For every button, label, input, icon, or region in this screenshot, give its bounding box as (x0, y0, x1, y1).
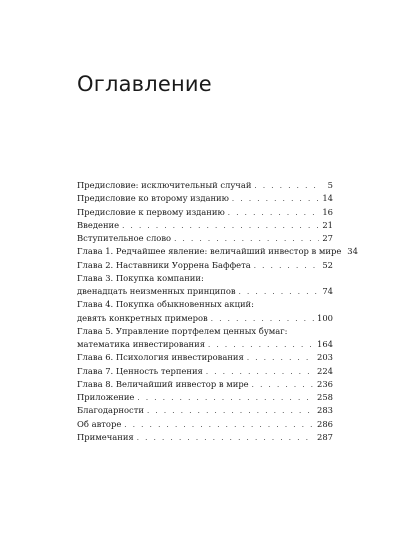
toc-entry-title: Глава 2. Наставники Уоррена Баффета (77, 259, 251, 270)
dot-leader (254, 260, 320, 273)
toc-entry-title: Предисловие ко второму изданию (77, 193, 229, 204)
toc-entry (77, 298, 333, 325)
toc-entry-line (77, 206, 333, 220)
toc-entry-line (77, 391, 333, 405)
dot-leader (174, 233, 319, 246)
toc-entry-line (77, 378, 333, 392)
toc-entry-title: Об авторе (77, 418, 122, 429)
dot-leader (206, 366, 314, 379)
toc-page-number: 100 (317, 312, 333, 323)
toc-entry (77, 245, 358, 258)
dot-leader (254, 180, 320, 193)
toc-entry-line (77, 219, 333, 233)
toc-entry-line (77, 325, 333, 338)
toc-entry-title: Благодарности (77, 405, 144, 416)
toc-entry (77, 431, 333, 444)
toc-entry-title: Глава 3. Покупка компании: (77, 272, 204, 283)
toc-entry-line (77, 272, 333, 285)
toc-entry (77, 272, 333, 299)
dot-leader (147, 405, 314, 418)
toc-title: Оглавление (77, 72, 212, 96)
toc-entry-line (77, 418, 333, 432)
toc-page-number: 236 (317, 378, 333, 389)
toc-entry-line (77, 179, 333, 193)
toc-entry-line (77, 232, 333, 246)
dot-leader (252, 379, 314, 392)
toc-page-number: 74 (322, 286, 333, 296)
toc-entry-line (77, 245, 358, 259)
toc-entry (77, 206, 333, 219)
toc-entry (77, 378, 333, 391)
toc-page-number: 34 (347, 246, 358, 257)
toc-entry-line (77, 285, 333, 299)
toc-entry-line (77, 192, 333, 206)
toc-entry-line (77, 298, 333, 311)
toc-page-number: 286 (317, 418, 333, 429)
toc-page-number: 21 (322, 219, 333, 230)
toc-page-number: 283 (317, 405, 333, 416)
toc-page-number: 164 (317, 339, 333, 349)
toc-page-number: 258 (317, 392, 333, 402)
toc-entry (77, 404, 333, 417)
toc-entry (77, 351, 333, 364)
toc-page-number: 16 (322, 206, 333, 217)
toc-entry-title: девять конкретных примеров (77, 312, 208, 323)
toc-page-number: 287 (317, 431, 333, 442)
dot-leader (124, 419, 314, 432)
toc-entry-line (77, 259, 333, 273)
toc-entry-title: Глава 1. Редчайшее явление: величайший инвестор в мире (77, 246, 342, 257)
dot-leader (137, 392, 314, 405)
toc-entry (77, 365, 333, 378)
toc-entry-title: Глава 5. Управление портфелем ценных бумаг: (77, 325, 288, 336)
toc-entry-title: Глава 6. Психология инвестирования (77, 352, 244, 363)
toc-entry (77, 219, 333, 232)
toc-entry-line (77, 312, 333, 326)
toc-entry (77, 418, 333, 431)
toc-entry-title: Глава 7. Ценность терпения (77, 365, 203, 376)
dot-leader (137, 432, 314, 445)
dot-leader (239, 286, 320, 299)
dot-leader (211, 313, 314, 326)
toc-entry (77, 391, 333, 404)
toc-page-number: 5 (327, 180, 333, 190)
toc-entry-line (77, 404, 333, 418)
toc-page-number: 52 (322, 259, 333, 270)
toc-entry-title: Предисловие: исключительный случай (77, 180, 252, 190)
dot-leader (247, 352, 314, 365)
toc-page-number: 224 (317, 365, 333, 376)
dot-leader (122, 220, 319, 233)
toc-entry-title: Предисловие к первому изданию (77, 206, 225, 217)
dot-leader (208, 339, 314, 352)
toc-list (77, 179, 358, 444)
dot-leader (228, 207, 320, 220)
dot-leader (232, 193, 319, 206)
toc-entry (77, 179, 333, 192)
toc-entry (77, 192, 333, 205)
toc-entry-title: математика инвестирования (77, 339, 206, 349)
toc-entry-line (77, 338, 333, 352)
toc-page-number: 27 (322, 233, 333, 243)
toc-page-number: 203 (317, 352, 333, 363)
toc-entry-line (77, 365, 333, 379)
toc-entry-title: Глава 4. Покупка обыкновенных акций: (77, 299, 254, 310)
toc-entry-title: Примечания (77, 431, 134, 442)
toc-entry-line (77, 351, 333, 365)
toc-entry-title: двенадцать неизменных принципов (77, 286, 236, 296)
toc-page-number: 14 (322, 193, 333, 204)
toc-entry-title: Глава 8. Величайший инвестор в мире (77, 378, 249, 389)
toc-entry-title: Введение (77, 219, 120, 230)
toc-entry (77, 325, 333, 352)
toc-entry (77, 232, 333, 245)
toc-entry (77, 259, 333, 272)
toc-entry-title: Приложение (77, 392, 135, 402)
toc-entry-line (77, 431, 333, 445)
toc-entry-title: Вступительное слово (77, 233, 172, 243)
